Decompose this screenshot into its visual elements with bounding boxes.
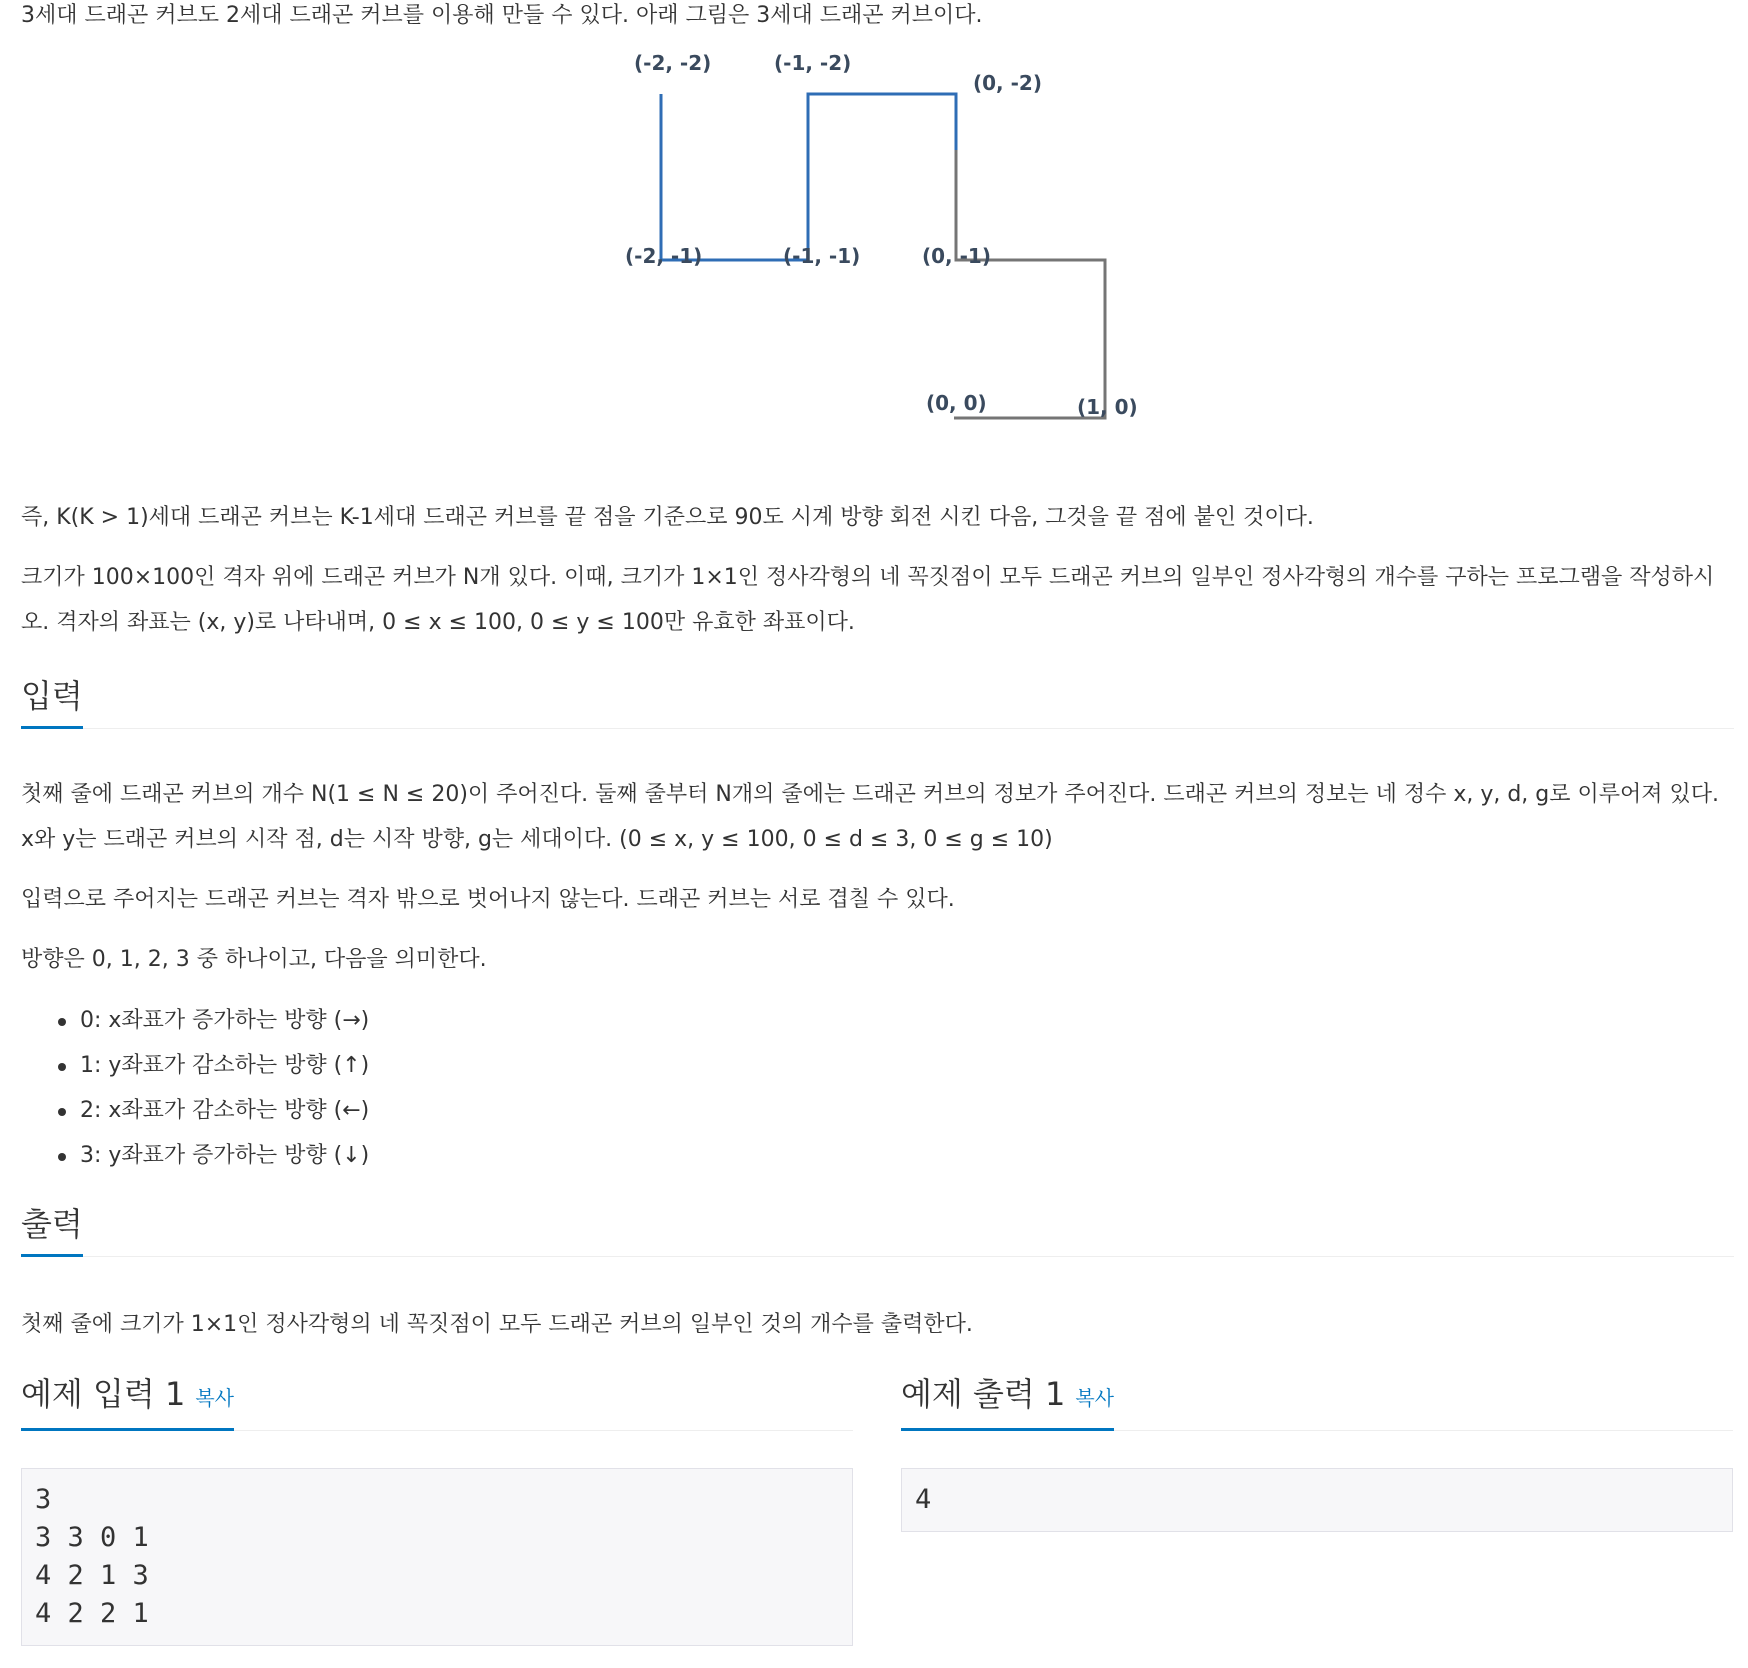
sample-input-header <box>21 1370 853 1431</box>
grid-text: 크기가 100×100인 격자 위에 드래곤 커브가 N개 있다. 이때, 크기가 1×1인 정사각형의 네 꼭짓점이 모두 드래곤 커브의 일부인 정사각형의 개수를 구하는 프로그램을 작성하시오. 격자의 좌표는 (x, y)로 나타내며, 0 ≤ x ≤ 100, 0 ≤ y ≤ 100만 유효한 좌표이다. <box>21 565 1715 635</box>
sample-input-content[interactable]: 3 3 3 0 1 4 2 1 3 4 2 2 1 <box>21 1468 853 1646</box>
label-m1-m2: (-1, -2) <box>774 51 852 75</box>
label-0-m2: (0, -2) <box>973 71 1042 95</box>
input-title: 입력 <box>21 672 83 729</box>
label-0-m1: (0, -1) <box>922 244 991 268</box>
intro-text: 3세대 드래곤 커브도 2세대 드래곤 커브를 이용해 만들 수 있다. 아래 그림은 3세대 드래곤 커브이다. <box>21 3 983 28</box>
list-item: 0: x좌표가 증가하는 방향 (→) <box>80 998 369 1043</box>
list-item: 3: y좌표가 증가하는 방향 (↓) <box>80 1133 369 1178</box>
sample-input-heading <box>21 1370 234 1431</box>
direction-intro: 방향은 0, 1, 2, 3 중 하나이고, 다음을 의미한다. <box>21 947 487 972</box>
output-description: 첫째 줄에 크기가 1×1인 정사각형의 네 꼭짓점이 모두 드래곤 커브의 일부인 것의 개수를 출력한다. <box>21 1312 973 1337</box>
direction-list <box>21 998 369 1178</box>
output-title: 출력 <box>21 1200 83 1257</box>
copy-output-button[interactable]: 복사 <box>1075 1386 1114 1410</box>
input-description: 첫째 줄에 드래곤 커브의 개수 N(1 ≤ N ≤ 20)이 주어진다. 둘째 줄부터 N개의 줄에는 드래곤 커브의 정보가 주어진다. 드래곤 커브의 정보는 네 정수 x, y, d, g로 이루어져 있다. x와 y는 드래곤 커브의 시작 점, d는 시작 방향, g는 세대이다. (0 ≤ x, y ≤ 100, 0 ≤ d ≤ 3, 0 ≤ g ≤ 10) <box>21 782 1719 852</box>
sample-output-content[interactable]: 4 <box>901 1468 1733 1532</box>
input-section-header <box>21 672 1734 729</box>
sample-output-title: 예제 출력 1 <box>901 1375 1066 1413</box>
output-section-header <box>21 1200 1734 1257</box>
list-item: 1: y좌표가 감소하는 방향 (↑) <box>80 1043 369 1088</box>
sample-input-block <box>21 1370 853 1646</box>
list-item: 2: x좌표가 감소하는 방향 (←) <box>80 1088 369 1133</box>
label-0-0: (0, 0) <box>926 391 987 415</box>
sample-output-heading <box>901 1370 1114 1431</box>
label-m2-m2: (-2, -2) <box>634 51 712 75</box>
old-curve-segment <box>954 150 1105 418</box>
sample-input-title: 예제 입력 1 <box>21 1375 186 1413</box>
label-m1-m1: (-1, -1) <box>783 244 861 268</box>
new-curve-segment <box>661 94 956 260</box>
sample-output-block <box>901 1370 1733 1532</box>
label-1-0: (1, 0) <box>1077 395 1138 419</box>
input-constraint: 입력으로 주어지는 드래곤 커브는 격자 밖으로 벗어나지 않는다. 드래곤 커브는 서로 겹칠 수 있다. <box>21 887 955 912</box>
sample-output-header <box>901 1370 1733 1431</box>
label-m2-m1: (-2, -1) <box>625 244 703 268</box>
dragon-curve-figure <box>581 50 1201 480</box>
rotation-text: 즉, K(K > 1)세대 드래곤 커브는 K-1세대 드래곤 커브를 끝 점을 기준으로 90도 시계 방향 회전 시킨 다음, 그것을 끝 점에 붙인 것이다. <box>21 505 1314 530</box>
copy-input-button[interactable]: 복사 <box>195 1386 234 1410</box>
dragon-curve-svg <box>581 50 1201 480</box>
